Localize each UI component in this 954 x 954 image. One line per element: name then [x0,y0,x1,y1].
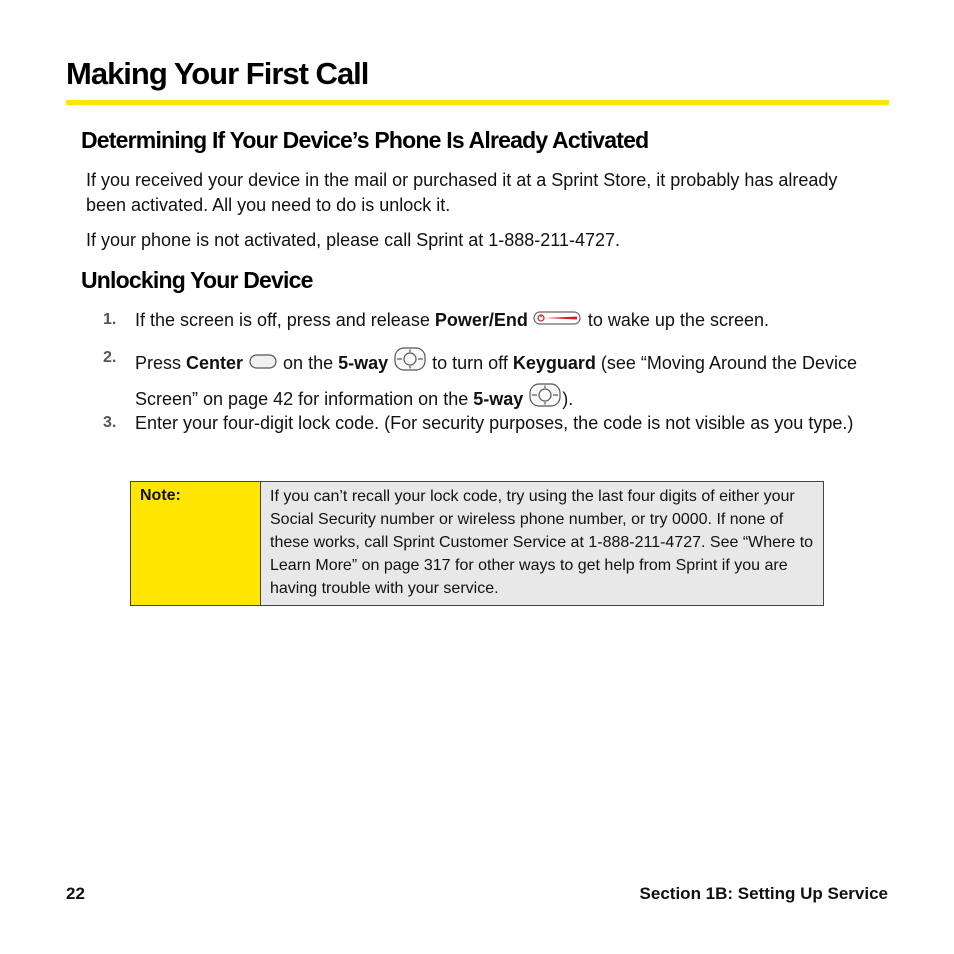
step-text-segment: If the screen is off, press and release [135,310,435,330]
step-3-text: Enter your four-digit lock code. (For security purposes, the code is not visible as you type.) [135,413,854,433]
note-text: If you can’t recall your lock code, try using the last four digits of either your Social Security number or wireless phone number, or try 0000. If none of these works, call Sprint Customer Service at 1-888-211-4727. See “Where to Learn More” on page 317 for other ways to get help from Sprint if you are having trouble with your service. [261,482,823,605]
note-label: Note: [131,482,261,605]
step-1-text [135,308,870,334]
section-footer: Section 1B: Setting Up Service [639,884,888,903]
page-number: 22 [66,884,85,903]
five-way-label: 5-way [338,352,389,373]
step-text-segment: to wake up the screen. [582,310,769,330]
title-rule [66,100,889,105]
step-number: 3. [103,414,117,431]
note-box [130,481,824,606]
page-title: Making Your First Call [66,56,369,91]
step-text-segment: to turn off [427,352,513,373]
section-heading-activation: Determining If Your Device’s Phone Is Already Activated [81,127,649,153]
section-heading-unlocking: Unlocking Your Device [81,267,313,293]
step-text-segment: (see “Moving Around the Device Screen” on page 42 for information on the [135,352,858,409]
step-2-text [135,346,870,418]
step-number: 2. [103,349,117,366]
step-text-segment: Press [135,352,187,373]
five-way-label: 5-way [473,388,524,409]
keyguard-label: Keyguard [512,352,596,373]
power-end-label: Power/End [434,310,528,330]
activation-paragraph-2: If your phone is not activated, please call Sprint at 1-888-211-4727. [86,230,620,250]
activation-paragraph-1: If you received your device in the mail or purchased it at a Sprint Store, it probably has already been activated. All you need to do is unlock it. [86,170,838,215]
step-number: 1. [103,311,117,328]
center-label: Center [186,352,244,373]
five-way-navigator-icon [393,346,427,382]
step-text-segment: ). [562,388,574,409]
step-text-segment: on the [278,352,339,373]
center-key-icon [248,348,278,380]
power-end-key-icon [533,309,583,334]
